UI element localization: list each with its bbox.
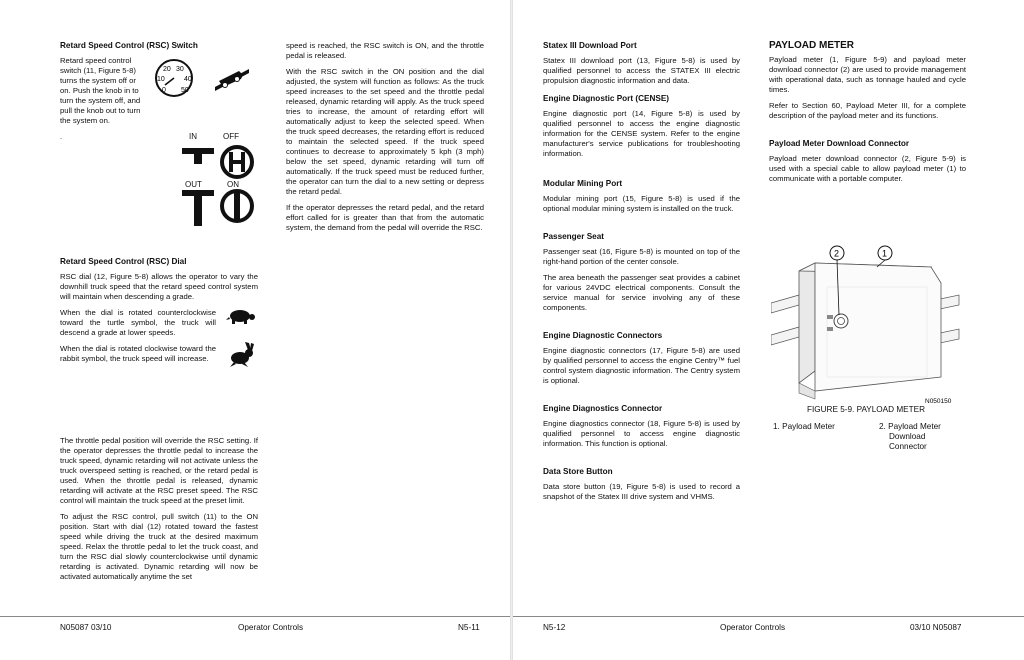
dial-tick-30: 30: [176, 66, 184, 73]
figure-callout-2: 2: [834, 248, 840, 259]
connector-text: Engine diagnostics connector (18, Figure 5-8) is used by qualified personnel to access engine diagnostic information. This function is optional.: [543, 419, 740, 448]
switch-in-icon: [182, 146, 214, 164]
dial-tick-0: 0: [162, 87, 166, 94]
label-in: IN: [189, 132, 197, 141]
dial-tick-10: 10: [157, 76, 165, 83]
dial-tick-20: 20: [163, 66, 171, 73]
seat-p1: Passenger seat (16, Figure 5-8) is mounted on top of the right-hand portion of the center console.: [543, 247, 740, 266]
switch-on-icon: [219, 188, 255, 224]
col2-p2: With the RSC switch in the ON position and the dial adjusted, the system will function as follows: As the truck speed increases to the set speed and the throttle pedal released, dynamic retarding will apply. As the truck speed tries to increase, the amount of retarding effort will automatically adjust to keep the selected speed. When the truck speed decreases, the retarding effort is reduced to maintain the selected speed. If the truck speed continues to decrease to approximately 5 kph (3 mph) below the set speed, dynamic retarding will turn off automatically. If the truck speed must be reduced further, the operator can turn the dial to a new setting or depress the retard pedal.: [286, 67, 484, 196]
payload-connector-text: Payload meter download connector (2, Figure 5-9) is used with a special cable to allow payload meter (1) to communicate with a portable computer.: [769, 154, 966, 183]
cense-text: Engine diagnostic port (14, Figure 5-8) is used by qualified personnel to access the engine diagnostic information for the CENSE system. Refer to the engine manufacturer's service publications for troubleshooting information.: [543, 109, 740, 158]
label-off: OFF: [223, 132, 239, 141]
connector-heading: Engine Diagnostics Connector: [543, 404, 663, 413]
figure-legend-2: [879, 422, 941, 452]
right-column-2: [769, 41, 966, 190]
rsc-dial-p1: RSC dial (12, Figure 5-8) allows the operator to vary the downhill truck speed that the retard speed control system will maintain when descending a grade.: [60, 272, 258, 301]
col2-p3: If the operator depresses the retard pedal, and the retard effort called for is greater than that from the automatic system, the demand from the pedal will override the RSC.: [286, 203, 484, 232]
dial-tick-40: 40: [184, 76, 192, 83]
rsc-switch-text: Retard speed control switch (11, Figure 5-8) turns the system off or on. Push the knob in to turn the system off, and pull the knob out to turn the system on.: [60, 56, 141, 125]
dial-tick-50: 50: [181, 87, 189, 94]
mining-text: Modular mining port (15, Figure 5-8) is used if the optional modular mining system is installed on the truck.: [543, 194, 740, 213]
figure-legend-2-line2: Download: [889, 432, 926, 441]
payload-p1: Payload meter (1, Figure 5-9) and payload meter download connector (2) are used to provide management with operational data, such as tonnage hauled and cycle times.: [769, 55, 966, 94]
right-footer-doc: 03/10 N05087: [910, 623, 962, 632]
rsc-dial-p3: When the dial is rotated clockwise toward the rabbit symbol, the truck speed will increase.: [60, 344, 216, 363]
label-out: OUT: [185, 180, 202, 189]
throttle-p1: The throttle pedal position will override the RSC setting. If the operator depresses the throttle pedal to increase the truck speed, dynamic retarding will not activate unless the truck overspeed setting is reached, or the retard pedal is used. When the throttle pedal is released, dynamic retarding will activate at the RSC preset speed. The RSC control will maintain the truck speed at the preset limit.: [60, 436, 258, 505]
switch-off-icon: [219, 144, 255, 180]
cense-heading: Engine Diagnostic Port (CENSE): [543, 94, 670, 103]
right-footer-page: N5-12: [543, 623, 566, 632]
rabbit-icon: [228, 342, 256, 368]
payload-meter-figure: [771, 243, 961, 405]
seat-p2: The area beneath the passenger seat provides a cabinet for various 24VDC electrical components. Consult the service manual for service involving any of these components.: [543, 273, 740, 312]
right-column-1: [543, 41, 740, 508]
left-footer-rule: [0, 616, 510, 617]
right-page: [513, 0, 1024, 660]
figure-legend-2-line3: Connector: [889, 442, 927, 451]
left-column-2: [286, 41, 484, 239]
label-on: ON: [227, 180, 239, 189]
stray-dot: .: [60, 132, 63, 141]
statex-text: Statex III download port (13, Figure 5-8) is used by qualified personnel to access the STATEX III electric propulsion diagnostic information and data.: [543, 56, 740, 85]
mining-heading: Modular Mining Port: [543, 179, 623, 188]
right-footer-section: Operator Controls: [720, 623, 786, 632]
connectors-text: Engine diagnostic connectors (17, Figure 5-8) are used by qualified personnel to access the engine Centry™ fuel control system diagnostic information. The Centry system is optional.: [543, 346, 740, 385]
left-footer-doc: N05087 03/10: [60, 623, 112, 632]
rsc-switch-heading: Retard Speed Control (RSC) Switch: [60, 41, 198, 50]
connectors-heading: Engine Diagnostic Connectors: [543, 331, 663, 340]
figure-code: N050150: [925, 398, 952, 405]
throttle-p2: To adjust the RSC control, pull switch (11) to the ON position. Start with dial (12) rotated toward the fastest speed while driving the truck at the desired maximum speed. Relax the throttle pedal to let the truck coast, and turn the RSC dial slowly counterclockwise until dynamic retarding is activated. Dynamic retarding will now be activated automatically anytime the set: [60, 512, 258, 581]
statex-heading: Statex III Download Port: [543, 41, 637, 50]
figure-caption: FIGURE 5-9. PAYLOAD METER: [807, 405, 925, 414]
left-page: [0, 0, 511, 660]
seat-heading: Passenger Seat: [543, 232, 604, 241]
figure-legend-1: 1. Payload Meter: [773, 422, 835, 431]
left-footer-section: Operator Controls: [238, 623, 304, 632]
payload-meter-heading: PAYLOAD METER: [769, 40, 855, 51]
left-footer-page: N5-11: [458, 623, 480, 632]
col2-p1: speed is reached, the RSC switch is ON, and the throttle pedal is released.: [286, 41, 484, 60]
switch-out-icon: [182, 190, 214, 226]
throttle-section: [60, 436, 258, 588]
payload-p2: Refer to Section 60, Payload Meter III, for a complete description of the payload meter and its functions.: [769, 101, 966, 120]
figure-legend-2-line1: 2. Payload Meter: [879, 422, 941, 431]
right-footer-rule: [513, 616, 1024, 617]
rsc-dial-p2: When the dial is rotated counterclockwise toward the turtle symbol, the truck will descend a grade at lower speeds.: [60, 308, 216, 337]
rsc-dial-heading: Retard Speed Control (RSC) Dial: [60, 257, 187, 266]
datastore-heading: Data Store Button: [543, 467, 613, 476]
truck-downhill-icon: [213, 65, 251, 91]
rsc-dial-icon: [152, 58, 200, 98]
figure-callout-1: 1: [882, 248, 888, 259]
datastore-text: Data store button (19, Figure 5-8) is used to record a snapshot of the Statex III drive system and VHMS.: [543, 482, 740, 501]
turtle-icon: [226, 308, 256, 326]
payload-connector-heading: Payload Meter Download Connector: [769, 139, 910, 148]
